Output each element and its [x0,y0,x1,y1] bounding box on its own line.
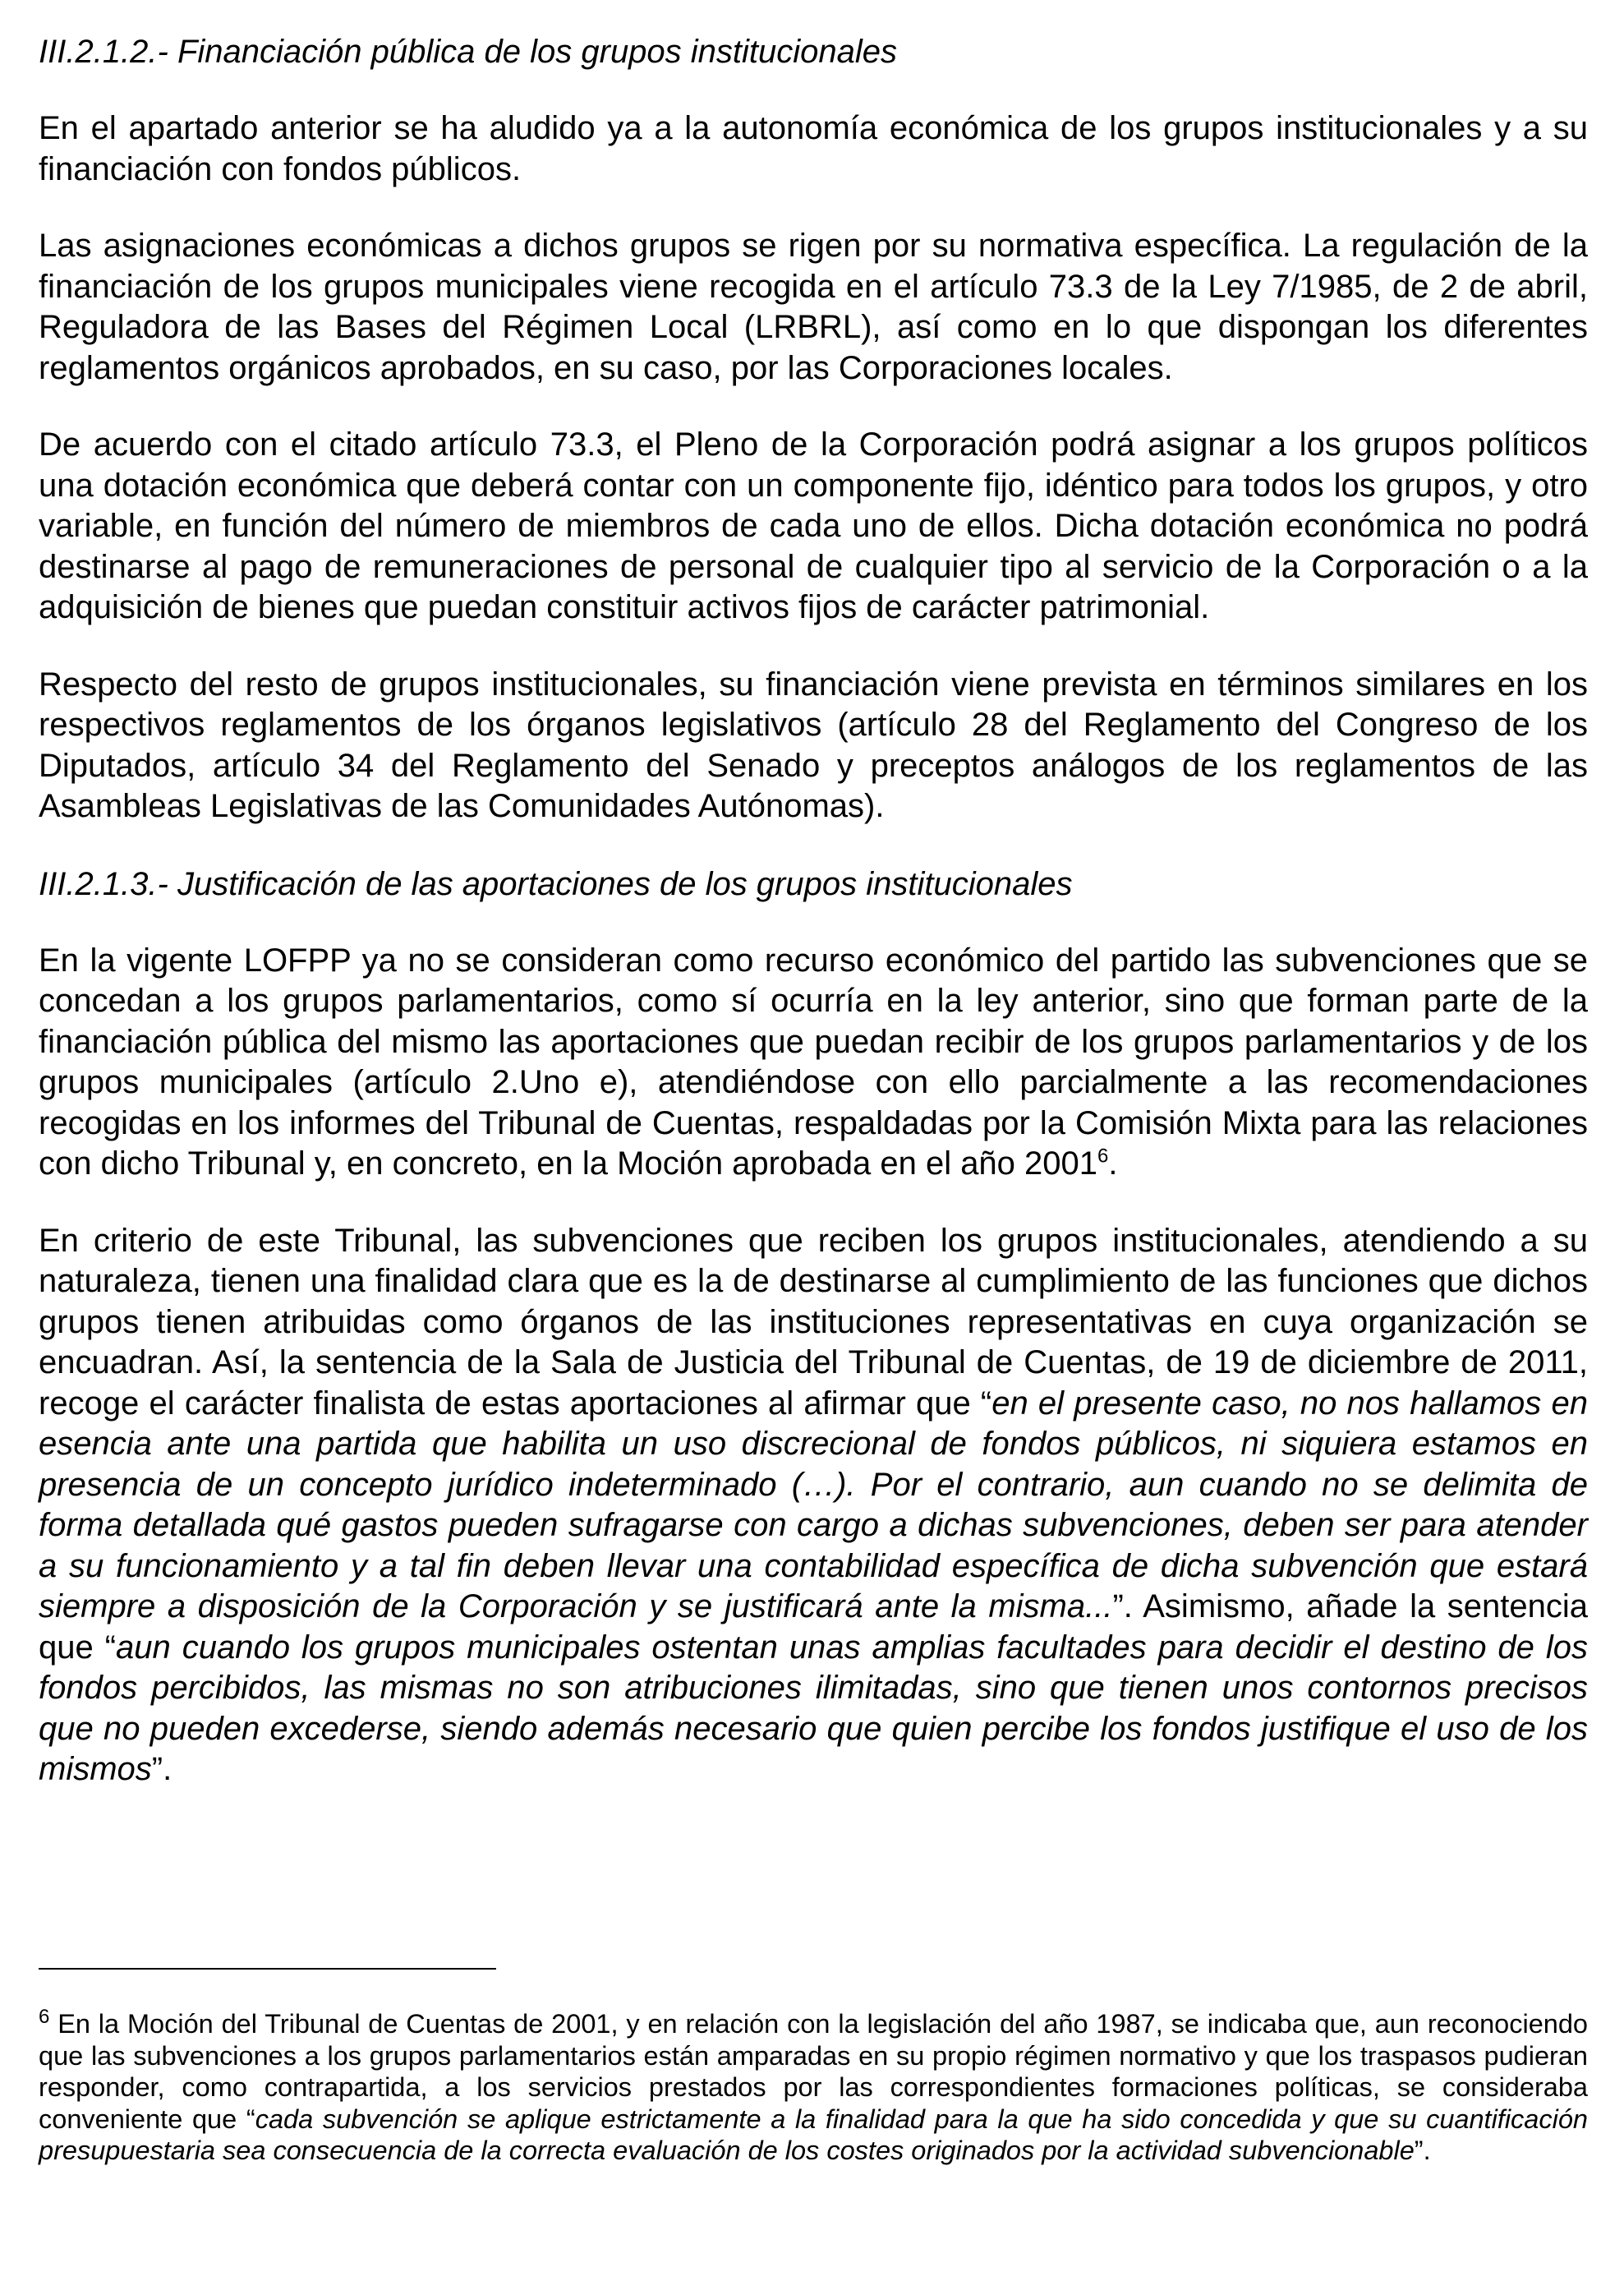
paragraph-3: De acuerdo con el citado artículo 73.3, el Pleno de la Corporación podrá asignar a los grupos políticos una dotación económica que deberá contar con un componente fijo, idéntico para todos los grupos, y otro variable, en función del número de miembros de cada uno de ellos. Dicha dotación económica no podrá destinarse al pago de remuneraciones de personal de cualquier tipo al servicio de la Corporación o a la adquisición de bienes que puedan constituir activos fijos de carácter patrimonial. [39,426,1588,625]
section-heading-iii-2-1-3: III.2.1.3.- Justificación de las aportaciones de los grupos institucionales [39,865,1073,902]
paragraph-1: En el apartado anterior se ha aludido ya a la autonomía económica de los grupos institucionales y a su financiación con fondos públicos. [39,110,1588,187]
paragraph-5-end: . [1108,1145,1118,1182]
footnote-end: ”. [1414,2136,1431,2165]
footnote-reference[interactable]: 6 [1097,1145,1109,1168]
document-body [39,31,1588,1827]
paragraph-6-part-3: ”. [151,1751,173,1787]
footnote-quote: cada subvención se aplique estrictamente a la finalidad para la que ha sido concedida y que su cuantificación presupuestaria sea consecuencia de la correcta evaluación de los costes originados por la actividad subvencionable [39,2104,1588,2165]
sentence-quote-2: aun cuando los grupos municipales ostentan unas amplias facultades para decidir el destino de los fondos percibidos, las mismas no son atribuciones ilimitadas, sino que tienen unos contornos precisos que no pueden excederse, siendo además necesario que quien percibe los fondos justifique el uso de los mismos [39,1629,1588,1787]
section-heading-iii-2-1-2: III.2.1.2.- Financiación pública de los grupos institucionales [39,34,898,70]
sentence-quote-1: en el presente caso, no nos hallamos en esencia ante una partida que habilita un uso discrecional de fondos públicos, ni siquiera estamos en presencia de un concepto jurídico indeterminado (…). Por el contrario, aun cuando no se delimita de forma detallada qué gastos pueden sufragarse con cargo a dichas subvenciones, deben ser para atender a su funcionamiento y a tal fin deben llevar una contabilidad específica de dicha subvención que estará siempre a disposición de la Corporación y se justificará ante la misma... [39,1385,1588,1624]
paragraph-2: Las asignaciones económicas a dichos grupos se rigen por su normativa específica. La regulación de la financiación de los grupos municipales viene recogida en el artículo 73.3 de la Ley 7/1985, de 2 de abril, Reguladora de las Bases del Régimen Local (LRBRL), así como en lo que dispongan los diferentes reglamentos orgánicos aprobados, en su caso, por las Corporaciones locales. [39,228,1588,386]
paragraph-4: Respecto del resto de grupos institucionales, su financiación viene prevista en términos similares en los respectivos reglamentos de los órganos legislativos (artículo 28 del Reglamento del Congreso de los Diputados, artículo 34 del Reglamento del Senado y preceptos análogos de los reglamentos de las Asambleas Legislativas de las Comunidades Autónomas). [39,666,1588,824]
footnote-text: En la Moción del Tribunal de Cuentas de 2001, y en relación con la legislación del año 1987, se indicaba que, aun reconociendo que las subvenciones a los grupos parlamentarios están amparadas en su propio régimen normativo y que los traspasos pudieran responder, como contrapartida, a los servicios prestados por las correspondientes formaciones políticas, se consideraba conveniente que “ [39,2009,1588,2134]
footnote-separator [39,1968,496,1970]
paragraph-6 [39,1221,1588,1790]
paragraph-5-text: En la vigente LOFPP ya no se consideran como recurso económico del partido las subvenciones que se concedan a los grupos parlamentarios, como sí ocurría en la ley anterior, sino que forman parte de la financiación pública del mismo las aportaciones que puedan recibir de los grupos parlamentarios y de los grupos municipales (artículo 2.Uno e), atendiéndose con ello parcialmente a las recomendaciones recogidas en los informes del Tribunal de Cuentas, respaldadas por la Comisión Mixta para las relaciones con dicho Tribunal y, en concreto, en la Moción aprobada en el año 2001 [39,942,1588,1182]
paragraph-6-part-2: ”. Asimismo, añade la sentencia que “ [39,1588,1588,1666]
paragraph-6-part-1: En criterio de este Tribunal, las subvenciones que reciben los grupos institucionales, atendiendo a su naturaleza, tienen una finalidad clara que es la de destinarse al cumplimiento de las funciones que dichos grupos tienen atribuidas como órganos de las instituciones representativas en cuya organización se encuadran. Así, la sentencia de la Sala de Justicia del Tribunal de Cuentas, de 19 de diciembre de 2011, recoge el carácter finalista de estas aportaciones al afirmar que “ [39,1222,1588,1422]
paragraph-5 [39,941,1588,1185]
footnote-number: 6 [39,2006,50,2029]
footnote-6 [39,2008,1588,2167]
